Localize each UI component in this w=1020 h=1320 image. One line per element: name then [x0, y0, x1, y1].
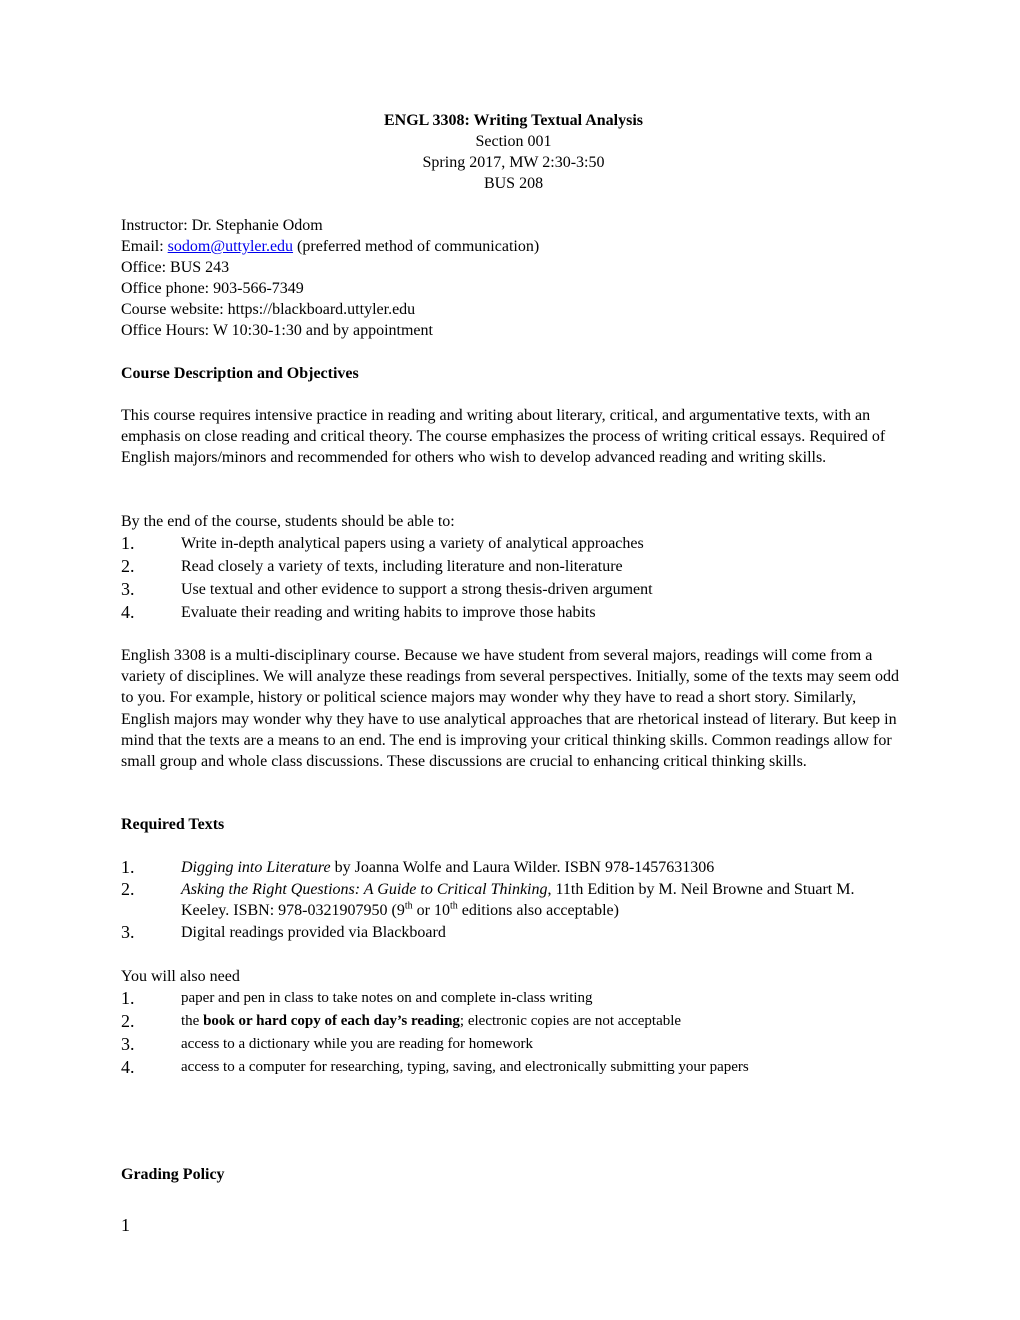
objectives-intro: By the end of the course, students should be able to: [121, 513, 455, 530]
also-need-list [121, 987, 906, 1079]
list-item: 1. Digging into Literature by Joanna Wolfe and Laura Wilder. ISBN 978-1457631306 [121, 857, 715, 877]
list-item: 3. access to a dictionary while you are reading for homework [121, 1034, 533, 1054]
instructor-name: Instructor: Dr. Stephanie Odom [121, 217, 323, 234]
book-title: Asking the Right Questions: A Guide to Critical Thinking [181, 881, 548, 898]
list-item: 3. Use textual and other evidence to support a strong thesis-driven argument [121, 579, 653, 599]
email-label: Email: [121, 238, 168, 255]
email-note: (preferred method of communication) [293, 238, 540, 255]
list-item: 3. Digital readings provided via Blackboard [121, 922, 446, 942]
email-line [121, 236, 906, 257]
course-title: ENGL 3308: Writing Textual Analysis [383, 112, 644, 129]
list-item: 2. Asking the Right Questions: A Guide to Critical Thinking, 11th Edition by M. Neil Browne and Stuart M. Keeley. ISBN: 978-0321907950 (9th or 10th editions also acceptable) [121, 879, 855, 919]
list-item: 1. Write in-depth analytical papers using a variety of analytical approaches [121, 533, 644, 553]
list-item: 2. the book or hard copy of each day’s reading; electronic copies are not acceptable [121, 1011, 682, 1031]
multidisciplinary-paragraph: English 3308 is a multi-disciplinary course. Because we have student from several majors, readings will come from a variety of disciplines. We will analyze these readings from several perspectives. Initially, some of the texts may seem odd to you. For example, history or political science majors may wonder why they have to read a short story. Similarly, English majors may wonder why they have to use analytical approaches that are rhetorical instead of literary. But keep in mind that the texts are a means to an end. The end is improving your critical thinking skills. Common readings allow for small group and whole class discussions. These discussions are crucial to enhancing critical thinking skills. [121, 647, 900, 771]
book-title: Digging into Literature [181, 859, 331, 876]
list-item: 2. Read closely a variety of texts, including literature and non-literature [121, 556, 623, 576]
course-description-heading: Course Description and Objectives [121, 365, 359, 382]
phone-line: Office phone: 903-566-7349 [121, 280, 304, 297]
instructor-contact [121, 215, 906, 341]
course-term: Spring 2017, MW 2:30-3:50 [422, 154, 605, 171]
list-item: 4. Evaluate their reading and writing habits to improve those habits [121, 602, 596, 622]
course-header [121, 110, 906, 194]
course-room: BUS 208 [483, 175, 544, 192]
email-link[interactable]: sodom@uttyler.edu [167, 238, 294, 255]
course-description-paragraph: This course requires intensive practice in reading and writing about literary, critical, and argumentative texts, with an emphasis on close reading and critical theory. The course emphasizes the process of writing critical essays. Required of English majors/minors and recommended for others who wish to develop advanced reading and writing skills. [121, 407, 886, 467]
required-texts-list [121, 856, 906, 944]
hours-line: Office Hours: W 10:30-1:30 and by appointment [121, 322, 433, 339]
required-texts-heading: Required Texts [121, 816, 225, 833]
office-line: Office: BUS 243 [121, 259, 230, 276]
objectives-list [121, 532, 906, 624]
grading-policy-heading: Grading Policy [121, 1166, 225, 1183]
course-section: Section 001 [475, 133, 552, 150]
website-line: Course website: https://blackboard.uttyler.edu [121, 301, 416, 318]
page-number: 1 [121, 1215, 130, 1235]
list-item: 1. paper and pen in class to take notes on and complete in-class writing [121, 988, 593, 1008]
list-item: 4. access to a computer for researching, typing, saving, and electronically submitting your papers [121, 1057, 749, 1077]
also-need-intro: You will also need [121, 968, 240, 985]
